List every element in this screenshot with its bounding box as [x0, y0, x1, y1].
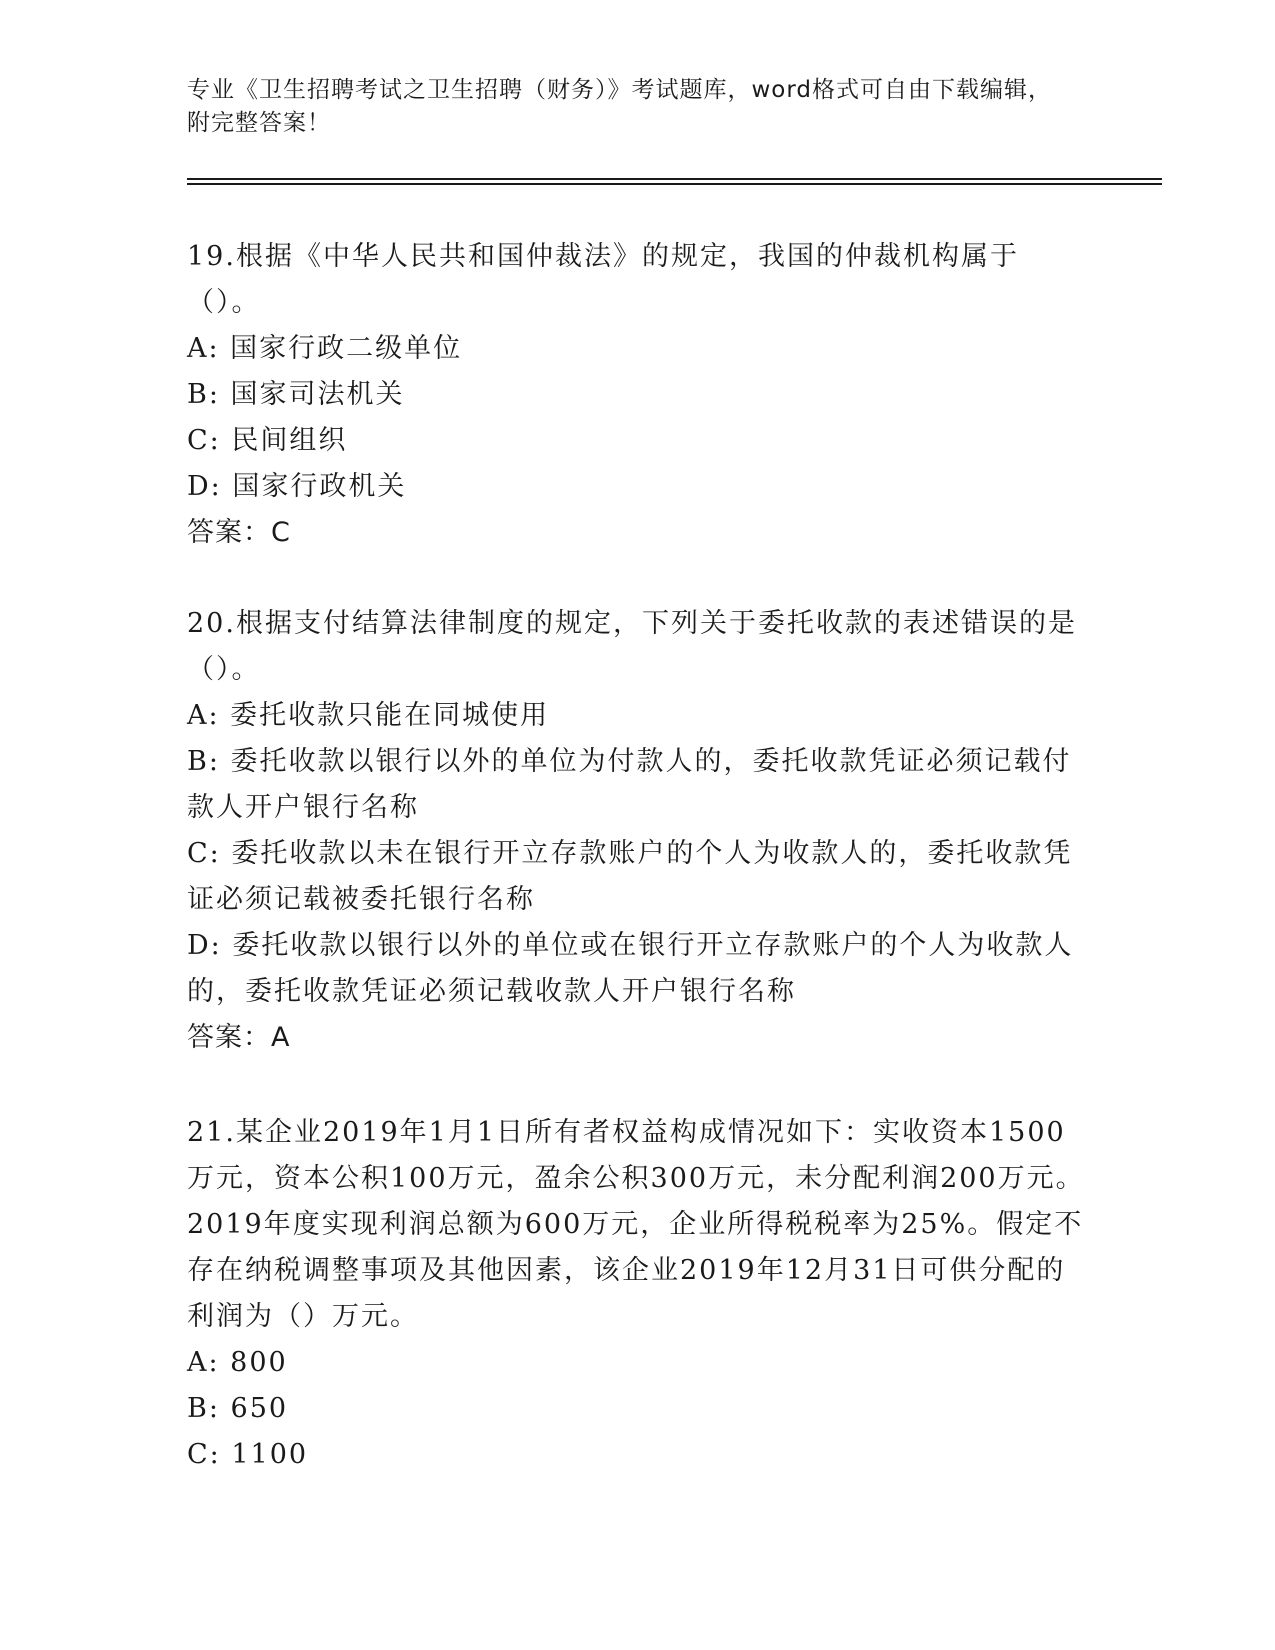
question-stem: 20.根据支付结算法律制度的规定，下列关于委托收款的表述错误的是（）。 — [187, 608, 1077, 685]
option-c: C: 1100 — [187, 1439, 309, 1470]
option-c: C: 民间组织 — [187, 425, 348, 456]
option-d: D: 委托收款以银行以外的单位或在银行开立存款账户的个人为收款人的，委托收款凭证必须记载收款人开户银行名称 — [187, 930, 1074, 1007]
option-a: A: 国家行政二级单位 — [187, 333, 463, 364]
option-b: B: 650 — [187, 1393, 289, 1424]
question-20 — [187, 601, 1087, 1061]
question-19 — [187, 234, 1087, 556]
option-a: A: 800 — [187, 1347, 288, 1378]
option-b: B: 国家司法机关 — [187, 379, 405, 410]
question-stem: 21.某企业2019年1月1日所有者权益构成情况如下：实收资本1500万元，资本公积100万元，盈余公积300万元，未分配利润200万元。2019年度实现利润总额为600万元，企业所得税税率为25%。假定不存在纳税调整事项及其他因素，该企业2019年12月31日可供分配的利润为（）万元。 — [187, 1117, 1085, 1332]
answer: 答案：C — [187, 517, 291, 548]
option-b: B: 委托收款以银行以外的单位为付款人的，委托收款凭证必须记载付款人开户银行名称 — [187, 746, 1072, 823]
header-divider — [187, 178, 1162, 185]
option-a: A: 委托收款只能在同城使用 — [187, 700, 550, 731]
document-header: 专业《卫生招聘考试之卫生招聘（财务）》考试题库，word格式可自由下载编辑，附完整答案！ — [187, 77, 1053, 136]
answer: 答案：A — [187, 1022, 291, 1053]
question-21 — [187, 1110, 1087, 1478]
question-stem: 19.根据《中华人民共和国仲裁法》的规定，我国的仲裁机构属于（）。 — [187, 241, 1019, 318]
option-c: C: 委托收款以未在银行开立存款账户的个人为收款人的，委托收款凭证必须记载被委托银行名称 — [187, 838, 1073, 915]
option-d: D: 国家行政机关 — [187, 471, 407, 502]
